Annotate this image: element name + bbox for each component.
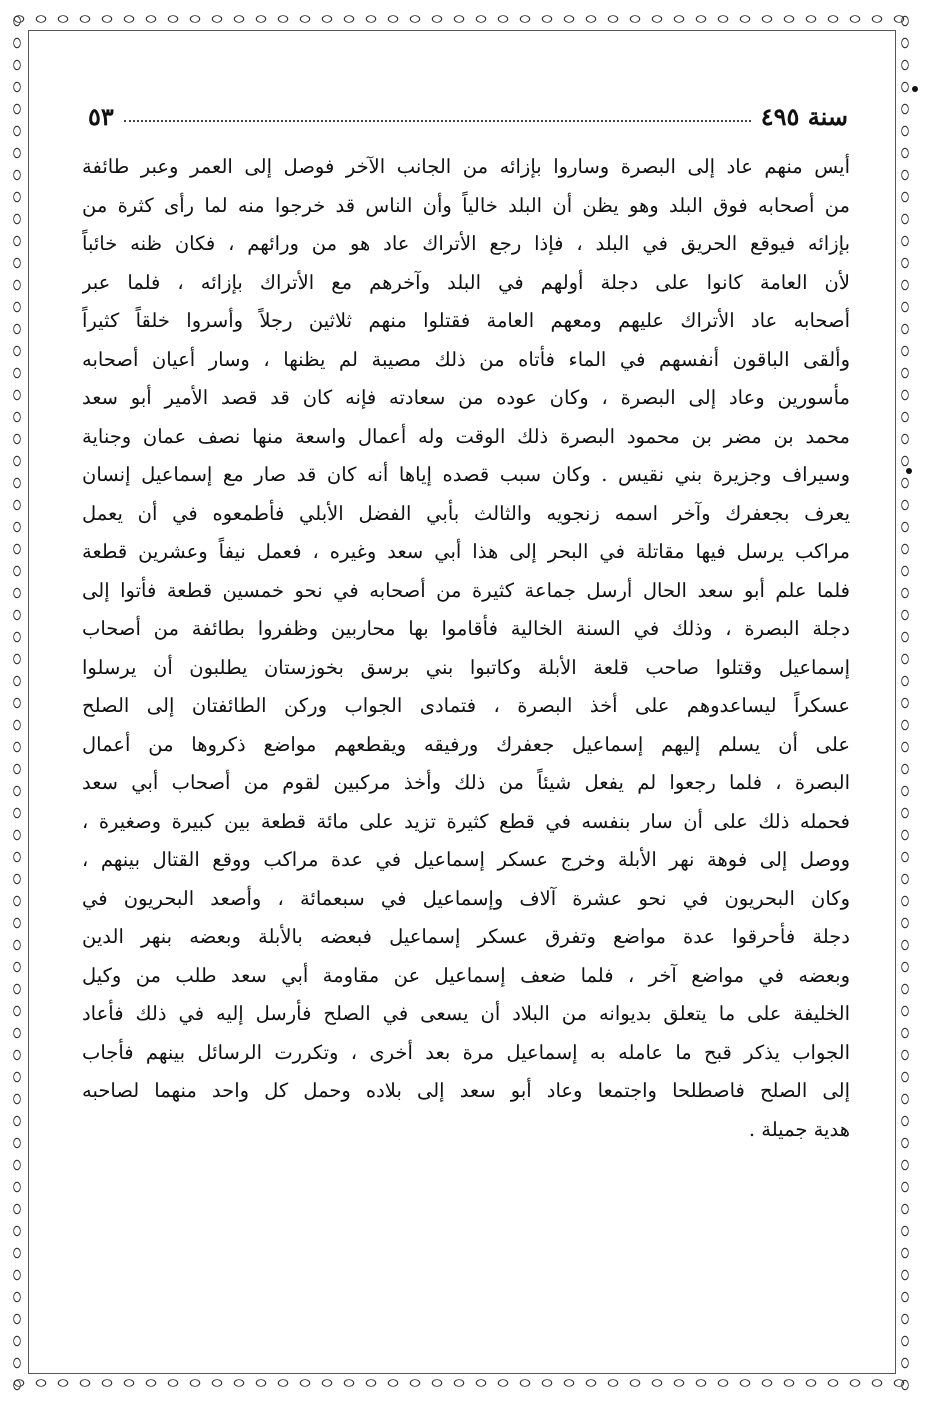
text-line: وسيراف وجزيرة بني نقيس . وكان سبب قصده إياها أنه كان قد صار مع إسماعيل إنسان xyxy=(82,463,850,486)
text-line: دجلة البصرة ، وذلك في السنة الخالية فأقاموا بها محاربين وظفروا بطائفة من أصحاب xyxy=(82,617,850,640)
header-leader-dots xyxy=(124,110,751,122)
text-line: لأن العامة كانوا على دجلة أولهم في البلد وآخرهم مع الأتراك بإزائه ، فلما عبر xyxy=(82,270,850,294)
text-line: مأسورين وعاد إلى البصرة ، وكان عوده من سعادته فإنه كان قد قصد الأمير أبو سعد xyxy=(82,386,850,409)
text-line: محمد بن مضر بن محمود البصرة ذلك الوقت وله أعمال واسعة منها نصف عمان وجناية xyxy=(82,424,850,448)
text-line: فحمله ذلك على أن سار بنفسه في قطع كثيرة تزيد على مائة قطعة بين كبيرة وصغيرة ، xyxy=(82,809,850,833)
text-line: ووصل إلى فوهة نهر الأبلة وخرج عسكر إسماعيل في عدة مراكب ووقع القتال بينهم ، xyxy=(82,848,850,871)
text-line: بإزائه فيوقع الحريق في البلد ، فإذا رجع الأتراك عاد هو من ورائهم ، فكان ظنه خائباً xyxy=(82,232,850,255)
running-header xyxy=(88,98,848,134)
text-line: على أن يسلم إليهم إسماعيل جعفرك ورفيقه ويقطعهم مواضع ذكروها من أعمال xyxy=(82,732,850,756)
ornamental-border-bottom xyxy=(8,1374,914,1392)
ornamental-border-right xyxy=(896,10,914,1392)
text-line: وكان البحريون في نحو عشرة آلاف وإسماعيل في سبعمائة ، وأصعد البحريون في xyxy=(82,886,850,910)
text-line: يعرف بجعفرك وآخر اسمه زنجويه والثالث بأبي الفضل الأبلي فأطمعوه في أن يعمل xyxy=(82,501,850,525)
page-number: ٥٣ xyxy=(88,101,114,131)
text-line: مراكب يرسل فيها مقاتلة في البحر إلى هذا أبي سعد وغيره ، فعمل نيفاً وعشرين قطعة xyxy=(82,540,850,563)
text-line: وألقى الباقون أنفسهم في الماء فأتاه من ذلك مصيبة لم يظنها ، وسار أعيان أصحابه xyxy=(82,347,850,371)
text-line: دجلة فأحرقوا عدة مواضع وتفرق عسكر إسماعيل فبعضه بالأبلة وبعضه بنهر الدين xyxy=(82,925,850,948)
text-line: البصرة ، فلما رجعوا لم يفعل شيئاً من ذلك وأخذ مركبين لقوم من أصحاب أبي سعد xyxy=(82,771,850,794)
text-line: الخليفة على ما يتعلق بديوانه من البلاد أن يسعى في الصلح فأرسل إليه في ذلك فأعاد xyxy=(82,1002,850,1025)
text-line: عسكراً ليساعدوهم على أخذ البصرة ، فتمادى الجواب وركن الطائفتان إلى الصلح xyxy=(82,694,850,717)
ornamental-border-top xyxy=(8,10,914,28)
text-line: فلما علم أبو سعد الحال أرسل جماعة كثيرة من أصحابه في نحو خمسين قطعة فأتوا إلى xyxy=(82,578,850,602)
text-line: وبعضه في مواضع آخر ، فلما ضعف إسماعيل عن مقاومة أبي سعد طلب من وكيل xyxy=(82,963,850,987)
text-line: من أصحابه فوق البلد وهو يظن أن البلد خالياً وأن الناس قد خرجوا منه لما رأى كثرة من xyxy=(82,193,850,217)
scan-speck xyxy=(906,468,912,474)
text-line: إلى الصلح فاصطلحا واجتمعا وعاد أبو سعد إلى بلاده وحمل كل واحد منهما لصاحبه xyxy=(82,1079,850,1102)
scan-speck xyxy=(912,86,918,92)
text-line: إسماعيل وقتلوا صاحب قلعة الأبلة وكاتبوا بني برسق بخوزستان يطلبون أن يرسلوا xyxy=(82,655,850,679)
text-line: أصحابه عاد الأتراك عليهم ومعهم العامة فقتلوا منهم ثلاثين رجلاً وأسروا خلقاً كثيراً xyxy=(82,309,850,332)
text-line: هدية جميلة . xyxy=(748,1117,850,1141)
text-line: أيس منهم عاد إلى البصرة وساروا بإزائه من الجانب الآخر فوصل إلى العمر وعبر طائفة xyxy=(82,155,850,178)
ornamental-border-left xyxy=(8,10,26,1392)
body-text xyxy=(82,148,850,1149)
text-line: الجواب يذكر قبح ما عامله به إسماعيل مرة بعد أخرى ، وتكررت الرسائل بينهم فأجاب xyxy=(82,1040,850,1064)
header-year: سنة ٤٩٥ xyxy=(760,101,848,131)
